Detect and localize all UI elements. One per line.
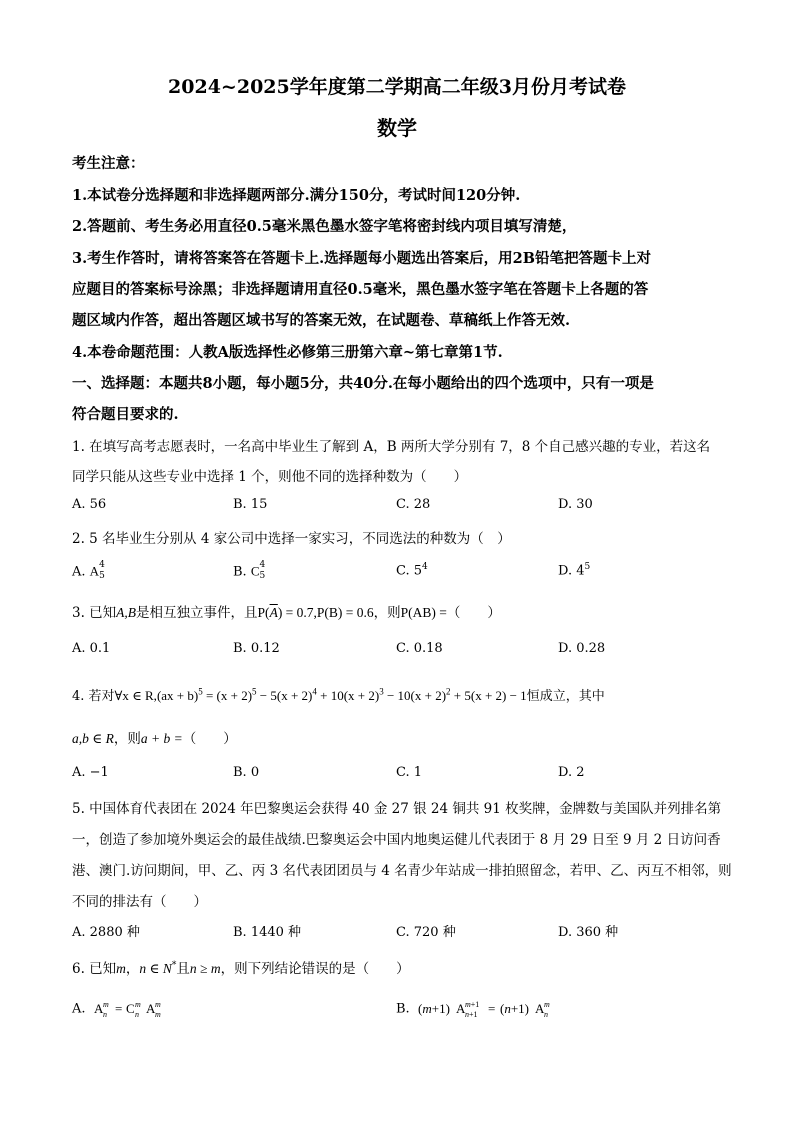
q6b-A2: A xyxy=(534,1001,545,1016)
q2-option-b-sub: 5 xyxy=(259,571,266,581)
q1-option-b: B. 15 xyxy=(233,497,268,512)
q2-option-b xyxy=(233,562,270,582)
q5-stem-line2: 一，创造了参加境外奥运会的最佳战绩.巴黎奥运会中国内地奥运健儿代表团于 8 月 29 日至 9 月 2 日访问香 xyxy=(72,832,721,848)
q5-option-c: C. 720 种 xyxy=(396,925,456,940)
q5-option-d: D. 360 种 xyxy=(558,925,619,940)
q3-option-a: A. 0.1 xyxy=(72,641,111,656)
q6b-A2-sub: n xyxy=(543,1010,548,1019)
q3-stem xyxy=(72,601,732,621)
q4-option-b: B. 0 xyxy=(233,765,260,780)
q6-comma: ， xyxy=(125,961,140,977)
q4-line2-vars: a,b ∈ R xyxy=(72,731,114,746)
q6a-C-sub: n xyxy=(134,1010,139,1019)
q4-term4: − 10(x + 2) xyxy=(383,688,447,703)
q6-and: 且 xyxy=(176,961,190,977)
q5-option-b: B. 1440 种 xyxy=(233,925,302,940)
q2-option-a-sub: 5 xyxy=(99,571,105,581)
q6b-A1: A xyxy=(455,1001,466,1016)
q2-option-a xyxy=(72,562,109,582)
q4-forall: ∀x ∈ R, xyxy=(114,688,157,703)
q4-term2: − 5(x + 2) xyxy=(256,688,313,703)
q4-eq: = xyxy=(202,688,217,703)
q3-cond1-post: ) = 0.7, xyxy=(277,605,317,620)
q2-option-a-sup: 4 xyxy=(99,560,105,570)
q3-cond1-pre: P( xyxy=(257,605,270,620)
q6b-A1-sub: n+1 xyxy=(464,1010,478,1019)
q6a-A1-sup: m xyxy=(102,1000,109,1009)
q2-stem: 2. 5 名毕业生分别从 4 家公司中选择一家实习，不同选法的种数为（ ） xyxy=(72,531,511,547)
q4-term1: (x + 2) xyxy=(216,688,253,703)
notice-item-3-cont1: 应题目的答案标号涂黑；非选择题请用直径0.5毫米，黑色墨水签字笔在答题卡上各题的答 xyxy=(72,281,649,298)
q4-term3: + 10(x + 2) xyxy=(316,688,380,703)
q4-line2-mid: ，则 xyxy=(113,731,141,747)
q2-option-c-sup: 4 xyxy=(422,562,428,572)
q4-prefix: 4. 若对 xyxy=(72,689,115,704)
q3-vars: A,B xyxy=(116,605,137,620)
q1-stem-line1: 1. 在填写高考志愿表时，一名高中毕业生了解到 A，B 两所大学分别有 7，8 个自己感兴趣的专业，若这名 xyxy=(72,439,711,455)
notice-item-2: 2.答题前、考生务必用直径0.5毫米黑色墨水签字笔将密封线内项目填写清楚， xyxy=(72,218,577,235)
q6-stem xyxy=(72,957,732,977)
q4-stem-line2 xyxy=(72,727,732,747)
q4-line2-tail: （ ） xyxy=(182,731,237,747)
q6-prefix: 6. 已知 xyxy=(72,961,117,977)
q1-stem-line2: 同学只能从这些专业中选择 1 个，则他不同的选择种数为（ ） xyxy=(72,469,468,485)
q2-option-a-label: A. xyxy=(72,564,86,580)
q6-star: * xyxy=(171,960,177,971)
q6b-A2-sup: m xyxy=(543,1000,550,1009)
q2-option-c xyxy=(396,562,428,578)
q1-option-d: D. 30 xyxy=(558,497,593,512)
q2-option-b-sup: 4 xyxy=(259,560,266,570)
section-heading-cont: 符合题目要求的. xyxy=(72,406,179,423)
q6-ineq: n ≥ m xyxy=(189,961,221,976)
q6b-eq: = xyxy=(487,1001,496,1016)
q5-stem-line1: 5. 中国体育代表团在 2024 年巴黎奥运会获得 40 金 27 银 24 铜共 91 枚奖牌，金牌数与美国队并列排名第 xyxy=(72,801,722,817)
q6-n-in: n ∈ N xyxy=(139,961,172,976)
q3-prefix: 3. 已知 xyxy=(72,605,117,621)
q3-option-d: D. 0.28 xyxy=(558,641,606,656)
q4-lhs-exp: 5 xyxy=(198,686,203,697)
q6-option-b xyxy=(396,998,594,1020)
notice-item-3-cont2: 题区域内作答，超出答题区域书写的答案无效，在试题卷、草稿纸上作答无效. xyxy=(72,312,571,329)
q6-option-b-label: B. xyxy=(396,1001,410,1017)
q4-suffix: 恒成立，其中 xyxy=(526,689,605,704)
q4-term4-exp: 2 xyxy=(446,686,451,697)
notice-heading: 考生注意： xyxy=(72,155,145,172)
q1-option-c: C. 28 xyxy=(396,497,431,512)
q6a-eq: = xyxy=(114,1001,123,1016)
q3-tail: （ ） xyxy=(446,605,501,621)
q6a-A2: A xyxy=(145,1001,156,1016)
q4-lhs: (ax + b) xyxy=(156,688,199,703)
q4-line2-ask: a + b = xyxy=(140,731,183,746)
subject-title: 数学 xyxy=(377,116,417,140)
q6a-A2-sub: m xyxy=(154,1010,161,1019)
q2-option-d-sup: 5 xyxy=(584,562,591,572)
exam-title: 2024~2025学年度第二学期高二年级3月份月考试卷 xyxy=(168,76,626,98)
q4-term2-exp: 4 xyxy=(312,686,317,697)
q6a-C: C xyxy=(125,1001,135,1016)
notice-item-3: 3.考生作答时，请将答案答在答题卡上.选择题每小题选出答案后，用2B铅笔把答题卡上对 xyxy=(72,250,652,267)
q2-option-a-base: A xyxy=(89,563,100,579)
q3-mid: 是相互独立事件，且 xyxy=(136,605,258,621)
q6-tail: ，则下列结论错误的是（ ） xyxy=(220,961,410,977)
q5-stem-line4: 不同的排法有（ ） xyxy=(72,894,207,910)
q2-option-d-base: 4 xyxy=(576,563,585,579)
q2-option-b-base: C xyxy=(250,563,260,579)
q5-stem-line3: 港、澳门.访问期间，甲、乙、丙 3 名代表团团员与 4 名青少年站成一排拍照留念，若甲、乙、丙互不相邻，则 xyxy=(72,863,732,879)
q3-ask: P(AB) = xyxy=(400,605,447,620)
q6a-A1-sub: n xyxy=(102,1010,107,1019)
q4-option-c: C. 1 xyxy=(396,765,423,780)
q6-option-a-label: A. xyxy=(72,1001,86,1017)
q6-option-a-formula xyxy=(90,998,180,1020)
notice-item-4: 4.本卷命题范围：人教A版选择性必修第三册第六章~第七章第1节. xyxy=(72,344,503,361)
q4-term1-exp: 5 xyxy=(252,686,257,697)
q6b-rhs-coef: (n+1) xyxy=(499,1001,529,1016)
q6a-A1: A xyxy=(93,1001,104,1016)
section-heading: 一、选择题：本题共8小题，每小题5分，共40分.在每小题给出的四个选项中，只有一项是 xyxy=(72,375,654,392)
q6a-C-sup: m xyxy=(134,1000,141,1009)
q2-option-b-label: B. xyxy=(233,564,247,580)
q2-option-c-base: 5 xyxy=(413,563,423,579)
q5-option-a: A. 2880 种 xyxy=(72,925,140,940)
q3-cond1-var: $\overline{A}$ xyxy=(269,605,278,620)
q6b-lhs-coef: (m+1) xyxy=(417,1001,450,1016)
q6-option-b-formula xyxy=(414,998,594,1020)
q6a-A2-sup: m xyxy=(154,1000,161,1009)
q1-option-a: A. 56 xyxy=(72,497,107,512)
q4-option-d: D. 2 xyxy=(558,765,585,780)
q3-option-b: B. 0.12 xyxy=(233,641,280,656)
q4-term3-exp: 3 xyxy=(379,686,384,697)
notice-item-1: 1.本试卷分选择题和非选择题两部分.满分150分，考试时间120分钟. xyxy=(72,187,521,204)
q6-option-a xyxy=(72,998,180,1020)
q3-option-c: C. 0.18 xyxy=(396,641,443,656)
q3-sep: ，则 xyxy=(373,605,401,621)
q6-m: m xyxy=(116,961,126,976)
q4-option-a: A. −1 xyxy=(72,765,109,780)
q4-stem-line1 xyxy=(72,685,732,704)
q4-term5: + 5(x + 2) − 1 xyxy=(450,688,527,703)
q2-option-d xyxy=(558,562,590,578)
q3-cond2: P(B) = 0.6 xyxy=(316,605,374,620)
q2-option-d-label: D. xyxy=(558,563,573,579)
q6b-A1-sup: m+1 xyxy=(464,1000,480,1009)
q2-option-c-label: C. xyxy=(396,563,410,579)
